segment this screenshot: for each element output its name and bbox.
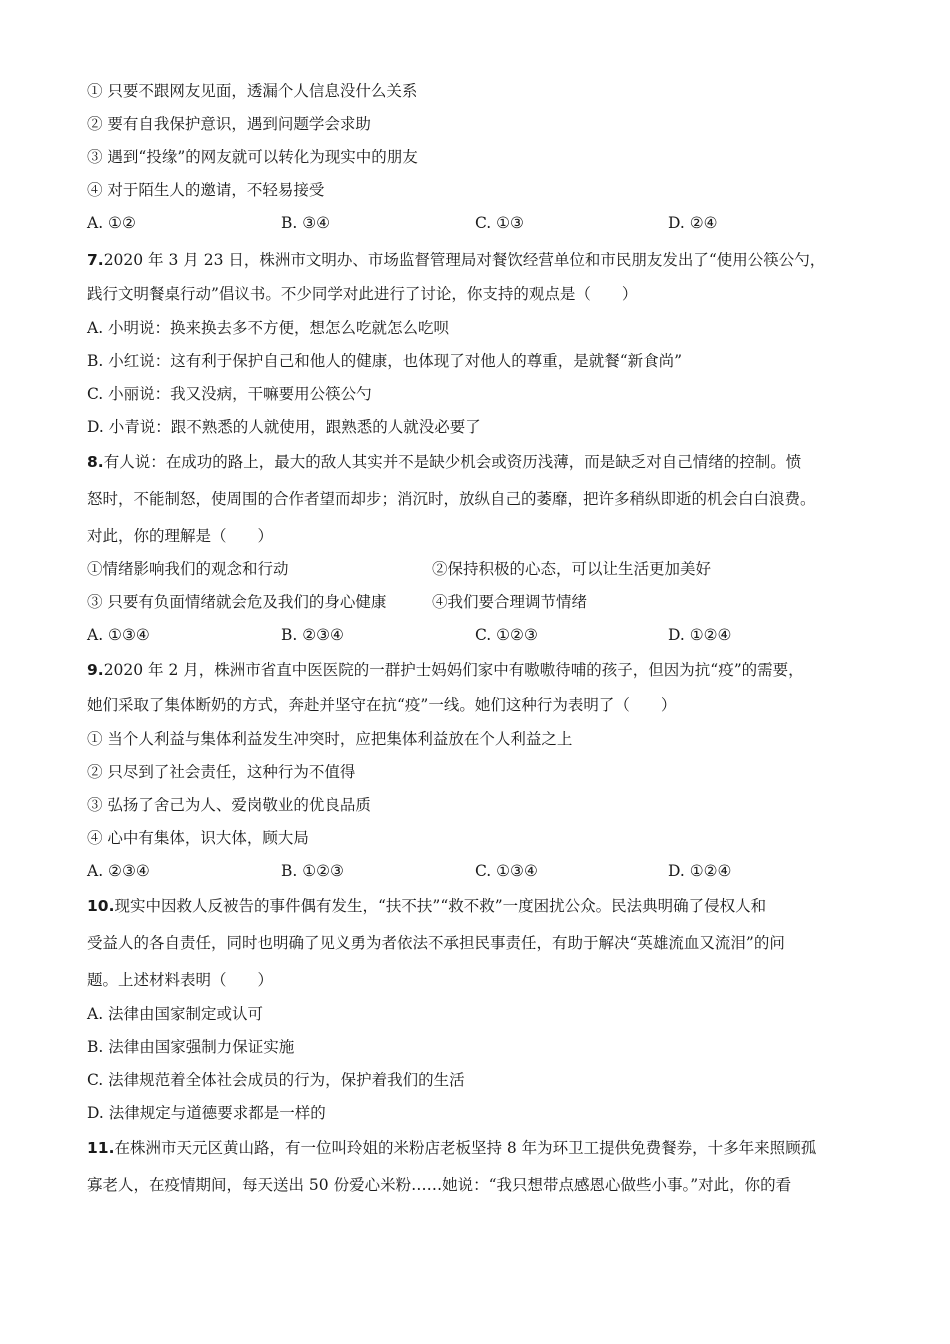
q11-line-1 bbox=[87, 1138, 816, 1158]
q7-number: 7. bbox=[87, 251, 104, 269]
q7-line-1 bbox=[87, 250, 825, 270]
q11-number: 11. bbox=[87, 1139, 115, 1157]
q6-item-1: ① 只要不跟网友见面，透漏个人信息没什么关系 bbox=[87, 82, 418, 100]
q9-item-1: ① 当个人利益与集体利益发生冲突时，应把集体利益放在个人利益之上 bbox=[87, 730, 573, 748]
q9-option-d: D. ①②④ bbox=[668, 862, 732, 880]
q6-option-a: A. ①② bbox=[87, 214, 136, 232]
q10-line-3: 题。上述材料表明（ ） bbox=[87, 971, 274, 989]
q6-item-4: ④ 对于陌生人的邀请，不轻易接受 bbox=[87, 181, 325, 199]
q10-number: 10. bbox=[87, 897, 115, 915]
q11-line-2: 寡老人，在疫情期间，每天送出 50 份爱心米粉……她说：“我只想带点感恩心做些小事。”对此，你的看 bbox=[87, 1176, 792, 1194]
q8-item-4: ④我们要合理调节情绪 bbox=[432, 593, 588, 611]
q10-option-a: A. 法律由国家制定或认可 bbox=[87, 1005, 264, 1023]
q10-line-1 bbox=[87, 896, 766, 916]
q9-item-2: ② 只尽到了社会责任，这种行为不值得 bbox=[87, 763, 356, 781]
q7-option-d: D. 小青说：跟不熟悉的人就使用，跟熟悉的人就没必要了 bbox=[87, 418, 481, 436]
q7-line-2: 践行文明餐桌行动”倡议书。不少同学对此进行了讨论，你支持的观点是（ ） bbox=[87, 285, 638, 303]
q9-option-c: C. ①③④ bbox=[475, 862, 538, 880]
q7-text-1: 2020 年 3 月 23 日，株洲市文明办、市场监督管理局对餐饮经营单位和市民朋友发出了“使用公筷公勺， bbox=[103, 251, 826, 269]
q7-option-c: C. 小丽说：我又没病，干嘛要用公筷公勺 bbox=[87, 385, 372, 403]
q9-line-2: 她们采取了集体断奶的方式，奔赴并坚守在抗“疫”一线。她们这种行为表明了（ ） bbox=[87, 696, 677, 714]
q9-item-4: ④ 心中有集体，识大体，顾大局 bbox=[87, 829, 309, 847]
q9-number: 9. bbox=[87, 661, 104, 679]
q8-line-3: 对此，你的理解是（ ） bbox=[87, 527, 274, 545]
q8-option-a: A. ①③④ bbox=[87, 626, 150, 644]
q9-text-1: 2020 年 2 月，株洲市省直中医医院的一群护士妈妈们家中有嗷嗷待哺的孩子，但因为抗“疫”的需要， bbox=[103, 661, 804, 679]
q7-option-a: A. 小明说：换来换去多不方便，想怎么吃就怎么吃呗 bbox=[87, 319, 450, 337]
q8-line-2: 怒时，不能制怒，使周围的合作者望而却步；消沉时，放纵自己的萎靡，把许多稍纵即逝的机会白白浪费。 bbox=[87, 490, 816, 508]
q8-item-1: ①情绪影响我们的观念和行动 bbox=[87, 560, 289, 578]
q6-option-b: B. ③④ bbox=[281, 214, 331, 232]
q9-item-3: ③ 弘扬了舍己为人、爱岗敬业的优良品质 bbox=[87, 796, 371, 814]
q6-item-2: ② 要有自我保护意识，遇到问题学会求助 bbox=[87, 115, 371, 133]
q8-line-1 bbox=[87, 452, 801, 472]
q10-option-c: C. 法律规范着全体社会成员的行为，保护着我们的生活 bbox=[87, 1071, 465, 1089]
q10-line-2: 受益人的各自责任，同时也明确了见义勇为者依法不承担民事责任，有助于解决“英雄流血又流泪”的问 bbox=[87, 934, 785, 952]
q7-option-b: B. 小红说：这有利于保护自己和他人的健康，也体现了对他人的尊重，是就餐“新食尚” bbox=[87, 352, 683, 370]
q9-option-b: B. ①②③ bbox=[281, 862, 344, 880]
q6-option-d: D. ②④ bbox=[668, 214, 718, 232]
q8-option-c: C. ①②③ bbox=[475, 626, 538, 644]
q8-option-d: D. ①②④ bbox=[668, 626, 732, 644]
q9-option-a: A. ②③④ bbox=[87, 862, 150, 880]
q8-item-2: ②保持积极的心态，可以让生活更加美好 bbox=[432, 560, 712, 578]
q8-number: 8. bbox=[87, 453, 104, 471]
q10-text-1: 现实中因救人反被告的事件偶有发生，“扶不扶”“救不救”一度困扰公众。民法典明确了侵权人和 bbox=[114, 897, 767, 915]
q6-item-3: ③ 遇到“投缘”的网友就可以转化为现实中的朋友 bbox=[87, 148, 418, 166]
q8-text-1: 有人说：在成功的路上，最大的敌人其实并不是缺少机会或资历浅薄，而是缺乏对自己情绪的控制。愤 bbox=[103, 453, 802, 471]
q8-item-3: ③ 只要有负面情绪就会危及我们的身心健康 bbox=[87, 593, 387, 611]
q10-option-b: B. 法律由国家强制力保证实施 bbox=[87, 1038, 295, 1056]
q10-option-d: D. 法律规定与道德要求都是一样的 bbox=[87, 1104, 326, 1122]
q6-option-c: C. ①③ bbox=[475, 214, 524, 232]
q9-line-1 bbox=[87, 660, 804, 680]
q11-text-1: 在株洲市天元区黄山路，有一位叫玲姐的米粉店老板坚持 8 年为环卫工提供免费餐券，十多年来照顾孤 bbox=[114, 1139, 817, 1157]
q8-option-b: B. ②③④ bbox=[281, 626, 344, 644]
